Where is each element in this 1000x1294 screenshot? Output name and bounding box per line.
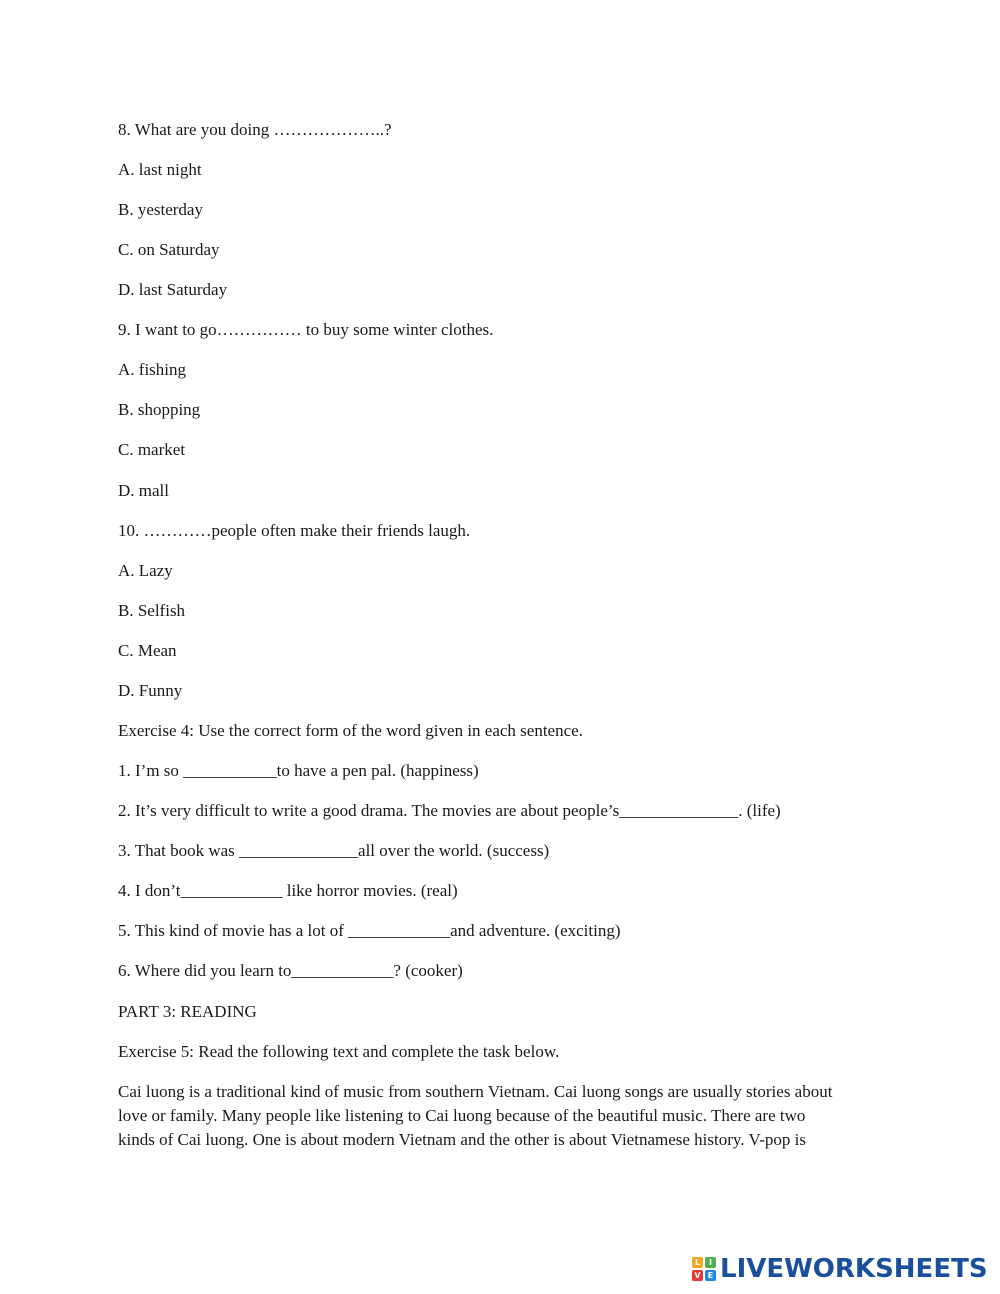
question-8-stem: 8. What are you doing ………………..? (118, 120, 392, 139)
exercise-4-item-6: 6. Where did you learn to____________? (cooker) (118, 961, 463, 980)
question-8-option-d: D. last Saturday (118, 280, 228, 299)
exercise-4-item-4: 4. I don’t____________ like horror movies. (real) (118, 881, 458, 900)
logo-tile-l: L (692, 1257, 703, 1268)
question-10-option-d: D. Funny (118, 681, 183, 700)
passage-line-3: kinds of Cai luong. One is about modern Vietnam and the other is about Vietnamese history. V-pop is (118, 1130, 806, 1149)
logo-tile-i: I (705, 1257, 716, 1268)
question-9-option-d: D. mall (118, 481, 169, 500)
exercise-4-item-2: 2. It’s very difficult to write a good drama. The movies are about people’s______________. (life) (118, 801, 781, 820)
liveworksheets-logo-text: LIVEWORKSHEETS (720, 1254, 988, 1284)
question-10-option-b: B. Selfish (118, 601, 186, 620)
passage-line-1: Cai luong is a traditional kind of music from southern Vietnam. Cai luong songs are usually stories about (118, 1082, 833, 1101)
logo-tile-e: E (705, 1270, 716, 1281)
logo-tile-v: V (692, 1270, 703, 1281)
question-8-option-b: B. yesterday (118, 200, 203, 219)
exercise-5-title: Exercise 5: Read the following text and complete the task below. (118, 1042, 560, 1061)
part-3-heading: PART 3: READING (118, 1002, 257, 1021)
liveworksheets-logo-icon (692, 1257, 716, 1281)
exercise-4-item-3: 3. That book was ______________all over the world. (success) (118, 841, 550, 860)
question-9-option-a: A. fishing (118, 360, 186, 379)
exercise-4-item-1: 1. I’m so ___________to have a pen pal. (happiness) (118, 761, 479, 780)
passage-line-2: love or family. Many people like listening to Cai luong because of the beautiful music. There are two (118, 1106, 806, 1125)
question-9-stem: 9. I want to go…………… to buy some winter clothes. (118, 320, 494, 339)
question-10-option-a: A. Lazy (118, 561, 173, 580)
reading-passage (118, 1080, 888, 1152)
liveworksheets-logo (692, 1252, 988, 1286)
question-10-option-c: C. Mean (118, 641, 177, 660)
question-9-option-c: C. market (118, 440, 186, 459)
exercise-4-item-5: 5. This kind of movie has a lot of ____________and adventure. (exciting) (118, 921, 621, 940)
question-8-option-a: A. last night (118, 160, 202, 179)
exercise-4-title: Exercise 4: Use the correct form of the word given in each sentence. (118, 721, 583, 740)
question-10-stem: 10. …………people often make their friends laugh. (118, 521, 471, 540)
question-9-option-b: B. shopping (118, 400, 201, 419)
question-8-option-c: C. on Saturday (118, 240, 220, 259)
